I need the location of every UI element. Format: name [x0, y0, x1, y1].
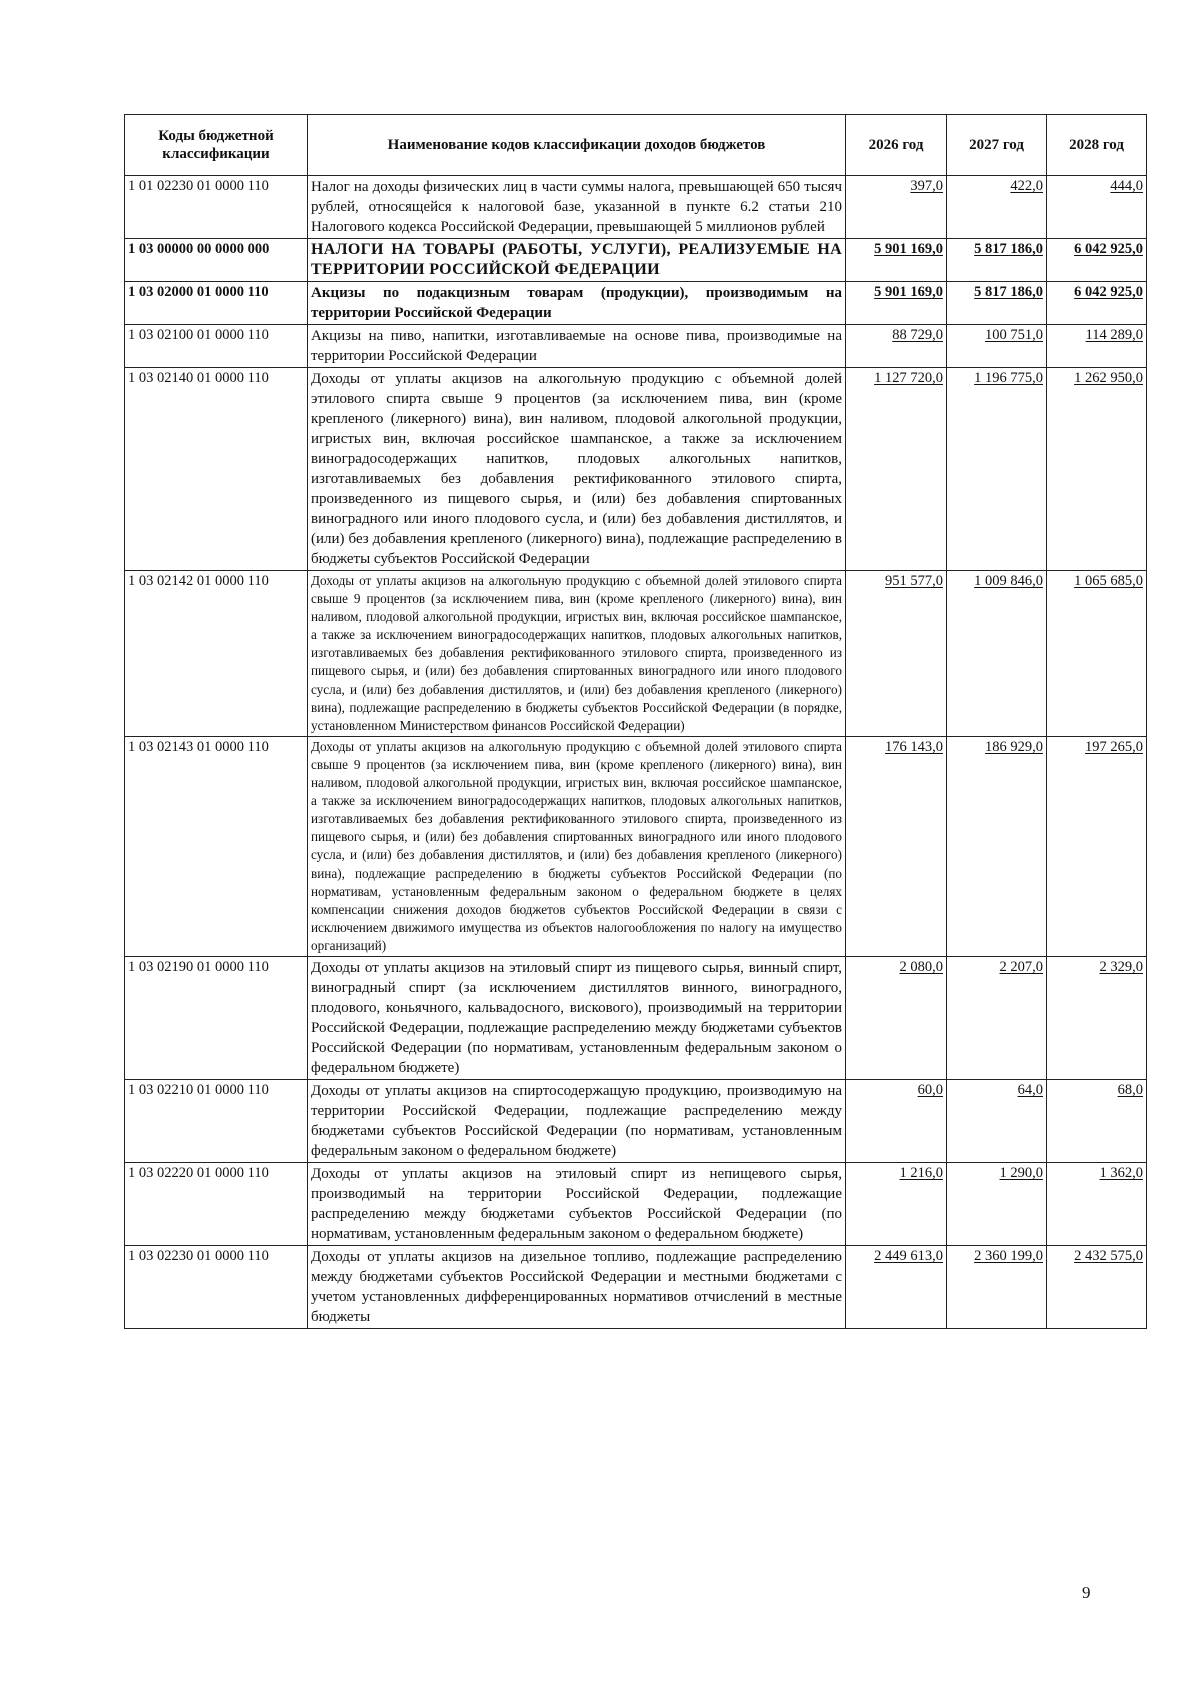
row-value-2027: 1 009 846,0	[947, 571, 1047, 737]
table-row-section	[125, 239, 1147, 282]
row-value-2026: 2 449 613,0	[846, 1245, 947, 1328]
table-row	[125, 736, 1147, 956]
row-code: 1 03 02220 01 0000 110	[125, 1162, 308, 1245]
table-row	[125, 368, 1147, 571]
row-name: Доходы от уплаты акцизов на дизельное топливо, подлежащие распределению между бюджетами субъектов Российской Федерации и местными бюджетами с учетом установленных дифференцированных нормативов отчислений в местные бюджеты	[308, 1245, 846, 1328]
row-value-2028: 1 065 685,0	[1047, 571, 1147, 737]
row-value-2027: 1 290,0	[947, 1162, 1047, 1245]
row-value-2026: 1 216,0	[846, 1162, 947, 1245]
header-year-2027: 2027 год	[947, 115, 1047, 176]
row-value-2028: 1 362,0	[1047, 1162, 1147, 1245]
row-value-2027: 64,0	[947, 1079, 1047, 1162]
row-value-2026: 176 143,0	[846, 736, 947, 956]
row-code: 1 03 02210 01 0000 110	[125, 1079, 308, 1162]
row-code: 1 03 02230 01 0000 110	[125, 1245, 308, 1328]
row-name: Доходы от уплаты акцизов на алкогольную продукцию с объемной долей этилового спирта свыше 9 процентов (за исключением пива, вин (кроме крепленого (ликерного) вина), вин наливом, плодовой алкогольной продукции, игристых вин, включая российское шампанское, а также за исключением виноградосодержащих напитков, плодовых алкогольных напитков, изготавливаемых без добавления ректификованного этилового спирта, произведенного из пищевого сырья, и (или) без добавления спиртованных виноградного или иного плодового сусла, и (или) без добавления дистиллятов, и (или) без добавления крепленого (ликерного) вина), подлежащие распределению в бюджеты субъектов Российской Федерации (по нормативам, установленным федеральным законом о федеральном бюджете в целях компенсации снижения доходов бюджетов субъектов Российской Федерации в связи с исключением движимого имущества из объектов налогообложения по налогу на имущество организаций)	[308, 736, 846, 956]
row-value-2027: 100 751,0	[947, 325, 1047, 368]
row-code: 1 03 02000 01 0000 110	[125, 282, 308, 325]
row-code: 1 03 02143 01 0000 110	[125, 736, 308, 956]
row-value-2027: 422,0	[947, 176, 1047, 239]
table-row-subsection	[125, 282, 1147, 325]
table-row	[125, 1079, 1147, 1162]
table-row	[125, 325, 1147, 368]
row-code: 1 03 02142 01 0000 110	[125, 571, 308, 737]
table-row	[125, 176, 1147, 239]
row-name: Акцизы на пиво, напитки, изготавливаемые на основе пива, производимые на территории Российской Федерации	[308, 325, 846, 368]
header-year-2028: 2028 год	[1047, 115, 1147, 176]
row-name: Доходы от уплаты акцизов на спиртосодержащую продукцию, производимую на территории Российской Федерации, подлежащие распределению между бюджетами субъектов Российской Федерации (по нормативам, установленным федеральным законом о федеральном бюджете)	[308, 1079, 846, 1162]
table-row	[125, 1162, 1147, 1245]
row-code: 1 01 02230 01 0000 110	[125, 176, 308, 239]
row-value-2027: 2 207,0	[947, 956, 1047, 1079]
row-value-2026: 1 127 720,0	[846, 368, 947, 571]
row-value-2028: 6 042 925,0	[1047, 239, 1147, 282]
row-value-2027: 1 196 775,0	[947, 368, 1047, 571]
table-row	[125, 956, 1147, 1079]
row-value-2027: 5 817 186,0	[947, 282, 1047, 325]
row-value-2027: 186 929,0	[947, 736, 1047, 956]
row-name: Доходы от уплаты акцизов на этиловый спирт из пищевого сырья, винный спирт, виноградный спирт (за исключением дистиллятов винного, виноградного, плодового, коньячного, кальвадосного, вискового), производимый на территории Российской Федерации, подлежащие распределению между бюджетами субъектов Российской Федерации (по нормативам, установленным федеральным законом о федеральном бюджете)	[308, 956, 846, 1079]
row-value-2026: 2 080,0	[846, 956, 947, 1079]
row-value-2026: 397,0	[846, 176, 947, 239]
row-code: 1 03 00000 00 0000 000	[125, 239, 308, 282]
row-value-2028: 1 262 950,0	[1047, 368, 1147, 571]
row-value-2027: 5 817 186,0	[947, 239, 1047, 282]
header-code: Коды бюджетной классификации	[125, 115, 308, 176]
row-value-2028: 2 329,0	[1047, 956, 1147, 1079]
row-value-2026: 5 901 169,0	[846, 282, 947, 325]
row-value-2028: 444,0	[1047, 176, 1147, 239]
row-name: Акцизы по подакцизным товарам (продукции), производимым на территории Российской Федерации	[308, 282, 846, 325]
row-code: 1 03 02100 01 0000 110	[125, 325, 308, 368]
row-value-2026: 60,0	[846, 1079, 947, 1162]
row-name: Доходы от уплаты акцизов на алкогольную продукцию с объемной долей этилового спирта свыше 9 процентов (за исключением пива, вин (кроме крепленого (ликерного) вина), вин наливом, плодовой алкогольной продукции, игристых вин, включая российское шампанское, а также за исключением виноградосодержащих напитков, плодовых алкогольных напитков, изготавливаемых без добавления ректификованного этилового спирта, произведенного из пищевого сырья, и (или) без добавления спиртованных виноградного или иного плодового сусла, и (или) без добавления дистиллятов, и (или) без добавления крепленого (ликерного) вина), подлежащие распределению в бюджеты субъектов Российской Федерации	[308, 368, 846, 571]
budget-revenue-table	[124, 114, 1147, 1329]
row-value-2026: 951 577,0	[846, 571, 947, 737]
page-number: 9	[1082, 1583, 1091, 1602]
row-code: 1 03 02140 01 0000 110	[125, 368, 308, 571]
row-value-2028: 68,0	[1047, 1079, 1147, 1162]
row-name: НАЛОГИ НА ТОВАРЫ (РАБОТЫ, УСЛУГИ), РЕАЛИЗУЕМЫЕ НА ТЕРРИТОРИИ РОССИЙСКОЙ ФЕДЕРАЦИИ	[308, 239, 846, 282]
table-row	[125, 1245, 1147, 1328]
row-value-2028: 2 432 575,0	[1047, 1245, 1147, 1328]
row-name: Доходы от уплаты акцизов на алкогольную продукцию с объемной долей этилового спирта свыше 9 процентов (за исключением пива, вин (кроме крепленого (ликерного) вина), вин наливом, плодовой алкогольной продукции, игристых вин, включая российское шампанское, а также за исключением виноградосодержащих напитков, плодовых алкогольных напитков, изготавливаемых без добавления ректификованного этилового спирта, произведенного из пищевого сырья, и (или) без добавления спиртованных виноградного или иного плодового сусла, и (или) без добавления дистиллятов, и (или) без добавления крепленого (ликерного) вина), подлежащие распределению в бюджеты субъектов Российской Федерации (в порядке, установленном Министерством финансов Российской Федерации)	[308, 571, 846, 737]
row-value-2028: 6 042 925,0	[1047, 282, 1147, 325]
table-row	[125, 571, 1147, 737]
row-value-2028: 197 265,0	[1047, 736, 1147, 956]
row-code: 1 03 02190 01 0000 110	[125, 956, 308, 1079]
header-year-2026: 2026 год	[846, 115, 947, 176]
row-value-2026: 5 901 169,0	[846, 239, 947, 282]
row-name: Налог на доходы физических лиц в части суммы налога, превышающей 650 тысяч рублей, относящейся к налоговой базе, указанной в пункте 6.2 статьи 210 Налогового кодекса Российской Федерации, превышающей 5 миллионов рублей	[308, 176, 846, 239]
row-name: Доходы от уплаты акцизов на этиловый спирт из непищевого сырья, производимый на территории Российской Федерации, подлежащие распределению между бюджетами субъектов Российской Федерации (по нормативам, установленным федеральным законом о федеральном бюджете)	[308, 1162, 846, 1245]
table-header-row	[125, 115, 1147, 176]
row-value-2027: 2 360 199,0	[947, 1245, 1047, 1328]
header-name: Наименование кодов классификации доходов бюджетов	[308, 115, 846, 176]
row-value-2026: 88 729,0	[846, 325, 947, 368]
row-value-2028: 114 289,0	[1047, 325, 1147, 368]
